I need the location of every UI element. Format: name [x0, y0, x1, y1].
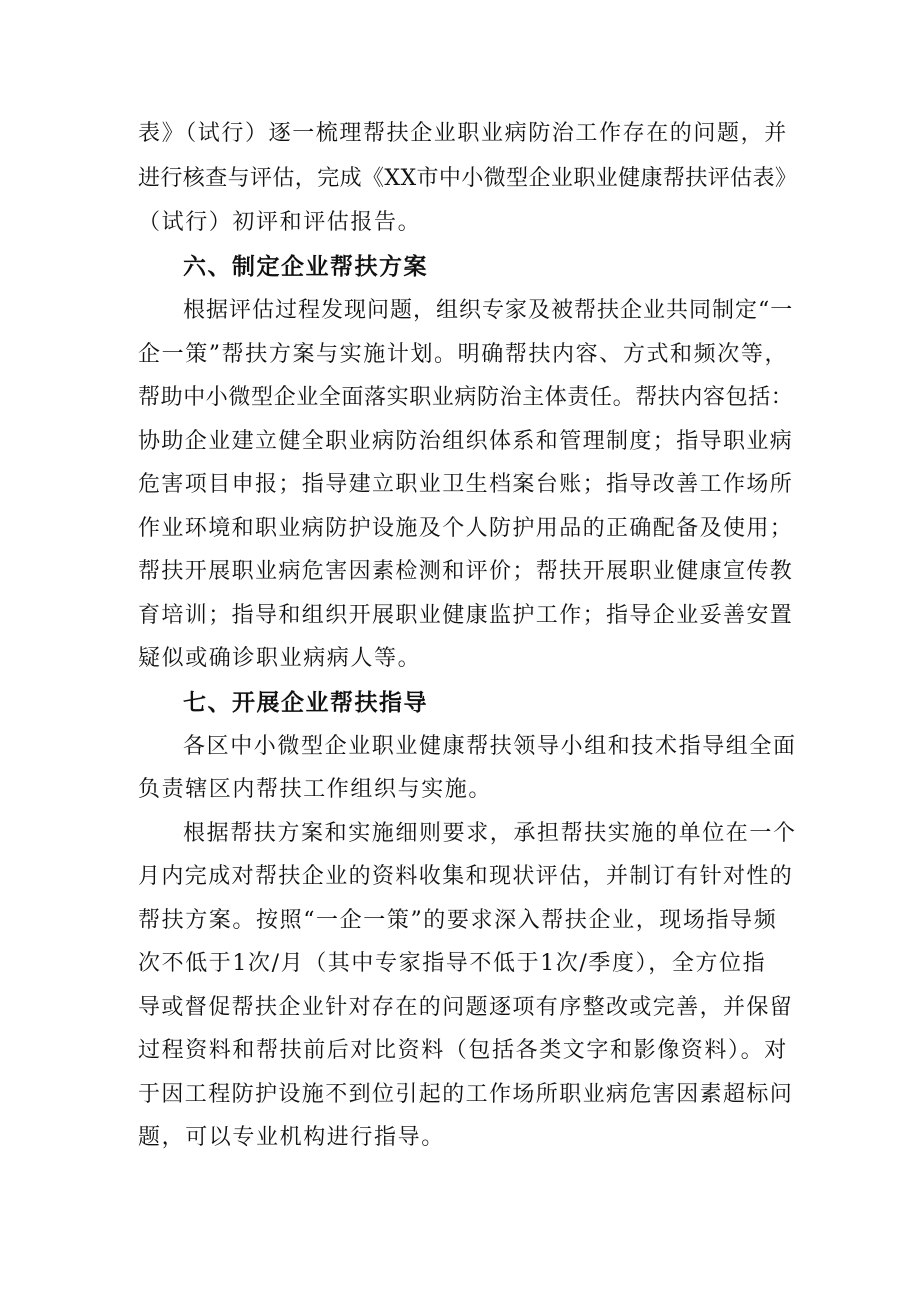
intro-line-2: 进行核查与评估，完成《XX市中小微型企业职业健康帮扶评估表》 [138, 166, 798, 191]
section-7-para2-line-5: 导或督促帮扶企业针对存在的问题逐项有序整改或完善，并保留 [138, 995, 794, 1020]
intro-line-1: 表》（试行）逐一梳理帮扶企业职业病防治工作存在的问题，并 [138, 121, 788, 146]
section-6-line-1: 根据评估过程发现问题，组织专家及被帮扶企业共同制定“一 [183, 298, 794, 323]
section-7-para2-line-6: 过程资料和帮扶前后对比资料（包括各类文字和影像资料）。对 [138, 1038, 788, 1063]
section-6-line-6: 作业环境和职业病防护设施及个人防护用品的正确配备及使用； [138, 516, 794, 541]
section-7-para2-line-3: 帮扶方案。按照“一企一策”的要求深入帮扶企业，现场指导频 [138, 908, 778, 933]
section-7-para1-line-1: 各区中小微型企业职业健康帮扶领导小组和技术指导组全面 [183, 734, 797, 759]
section-6-line-4: 协助企业建立健全职业病防治组织体系和管理制度；指导职业病 [138, 429, 794, 454]
section-6-line-9: 疑似或确诊职业病病人等。 [138, 646, 422, 671]
section-6-heading: 六、制定企业帮扶方案 [183, 254, 428, 280]
section-6-line-5: 危害项目申报；指导建立职业卫生档案台账；指导改善工作场所 [138, 472, 794, 497]
section-7-para2-line-7: 于因工程防护设施不到位引起的工作场所职业病危害因素超标问 [138, 1082, 794, 1107]
section-7-para2-line-1: 根据帮扶方案和实施细则要求，承担帮扶实施的单位在一个 [183, 821, 797, 846]
section-7-para1-line-2: 负责辖区内帮扶工作组织与实施。 [138, 777, 493, 802]
section-7-para2-line-2: 月内完成对帮扶企业的资料收集和现状评估，并制订有针对性的 [138, 864, 794, 889]
section-7-heading: 七、开展企业帮扶指导 [183, 690, 428, 716]
section-6-line-2: 企一策”帮扶方案与实施计划。明确帮扶内容、方式和频次等， [138, 342, 789, 367]
intro-line-3: （试行）初评和评估报告。 [138, 210, 422, 235]
section-7-para2-line-8: 题，可以专业机构进行指导。 [138, 1125, 445, 1150]
section-6-line-3: 帮助中小微型企业全面落实职业病防治主体责任。帮扶内容包括： [138, 385, 794, 410]
section-6-line-8: 育培训；指导和组织开展职业健康监护工作；指导企业妥善安置 [138, 603, 794, 628]
section-7-para2-line-4: 次不低于1次/月（其中专家指导不低于1次/季度），全方位指 [138, 951, 767, 976]
section-6-line-7: 帮扶开展职业病危害因素检测和评价；帮扶开展职业健康宣传教 [138, 559, 794, 584]
